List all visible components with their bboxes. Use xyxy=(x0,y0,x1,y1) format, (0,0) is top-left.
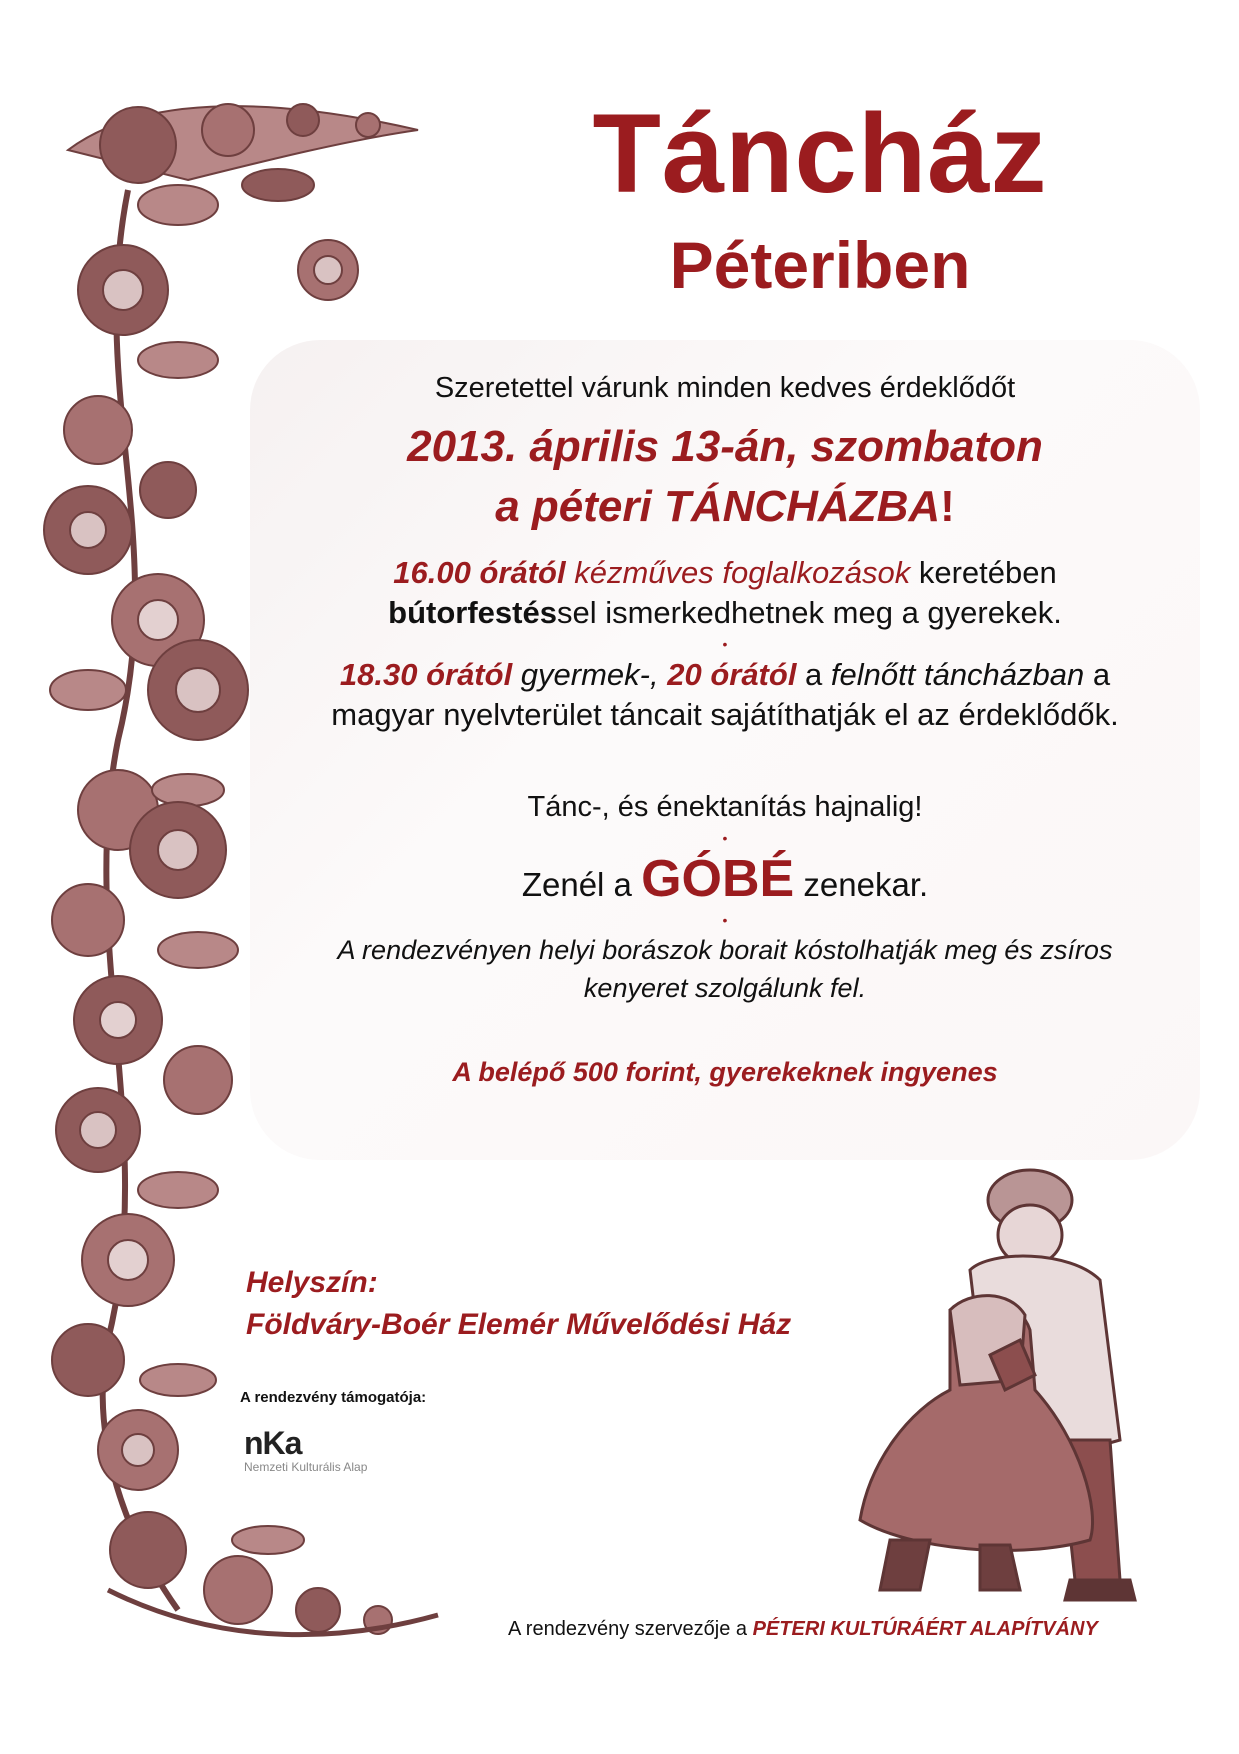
music-prefix: Zenél a xyxy=(521,866,642,903)
dance-info xyxy=(250,655,1200,735)
teaching-text: Tánc-, és énektanítás hajnalig! xyxy=(527,791,923,823)
sponsor-label: A rendezvény támogatója: xyxy=(240,1389,427,1406)
wine-info xyxy=(250,931,1200,1007)
bullet-separator: • xyxy=(722,912,728,928)
bullet-separator: • xyxy=(722,830,728,846)
logo-subtitle: Nemzeti Kulturális Alap xyxy=(244,1460,368,1474)
dance-time1: 18.30 órától xyxy=(339,657,513,692)
event-date xyxy=(250,417,1200,537)
date-line1: 2013. április 13-án, szombaton xyxy=(407,422,1043,471)
dance-adult: felnőtt táncházban xyxy=(830,657,1085,692)
entry-fee: A belépő 500 forint, gyerekeknek ingyenes xyxy=(452,1057,998,1087)
crafts-text1: keretében xyxy=(910,555,1057,590)
crafts-info xyxy=(250,553,1200,633)
organizer-line xyxy=(508,1618,1098,1641)
crafts-time: 16.00 órától xyxy=(393,555,566,590)
music-suffix: zenekar. xyxy=(794,866,929,903)
bullet-separator: • xyxy=(722,636,728,652)
date-exclamation: ! xyxy=(940,482,955,531)
venue-label: Helyszín: xyxy=(246,1266,378,1299)
title-location: Péteriben xyxy=(669,228,971,302)
venue xyxy=(246,1262,791,1346)
title-main: Táncház xyxy=(592,91,1048,216)
band-name: GÓBÉ xyxy=(641,850,795,908)
date-line2: a péteri TÁNCHÁZBA xyxy=(495,482,941,531)
wine-line2: kenyeret szolgálunk fel. xyxy=(583,973,867,1003)
venue-name: Földváry-Boér Elemér Művelődési Ház xyxy=(246,1308,792,1341)
organizer-name: PÉTERI KULTÚRÁÉRT ALAPÍTVÁNY xyxy=(752,1618,1098,1640)
crafts-activity: kézműves foglalkozások xyxy=(574,555,911,590)
dance-time2: 20 órától xyxy=(667,657,797,692)
music-info xyxy=(250,849,1200,909)
event-details xyxy=(250,372,1200,1088)
crafts-text2: sel ismerkedhetnek meg a gyerekek. xyxy=(556,595,1062,630)
organizer-prefix: A rendezvény szervezője a xyxy=(508,1618,753,1640)
nka-logo-icon xyxy=(244,1425,367,1474)
logo-text: nKa xyxy=(244,1425,302,1461)
dance-text1: a xyxy=(796,657,831,692)
crafts-bold: bútorfestés xyxy=(388,595,557,630)
poster-title xyxy=(540,91,1100,302)
folk-dancers-icon xyxy=(820,1140,1160,1610)
dance-text2: a xyxy=(1084,657,1111,692)
dance-line2: magyar nyelvterület táncait sajátíthatják el az érdeklődők. xyxy=(331,697,1119,732)
dance-kids: gyermek-, xyxy=(512,657,668,692)
welcome-text: Szeretettel várunk minden kedves érdeklődőt xyxy=(434,372,1016,404)
wine-line1: A rendezvényen helyi borászok borait kóstolhatják meg és zsíros xyxy=(337,935,1113,965)
